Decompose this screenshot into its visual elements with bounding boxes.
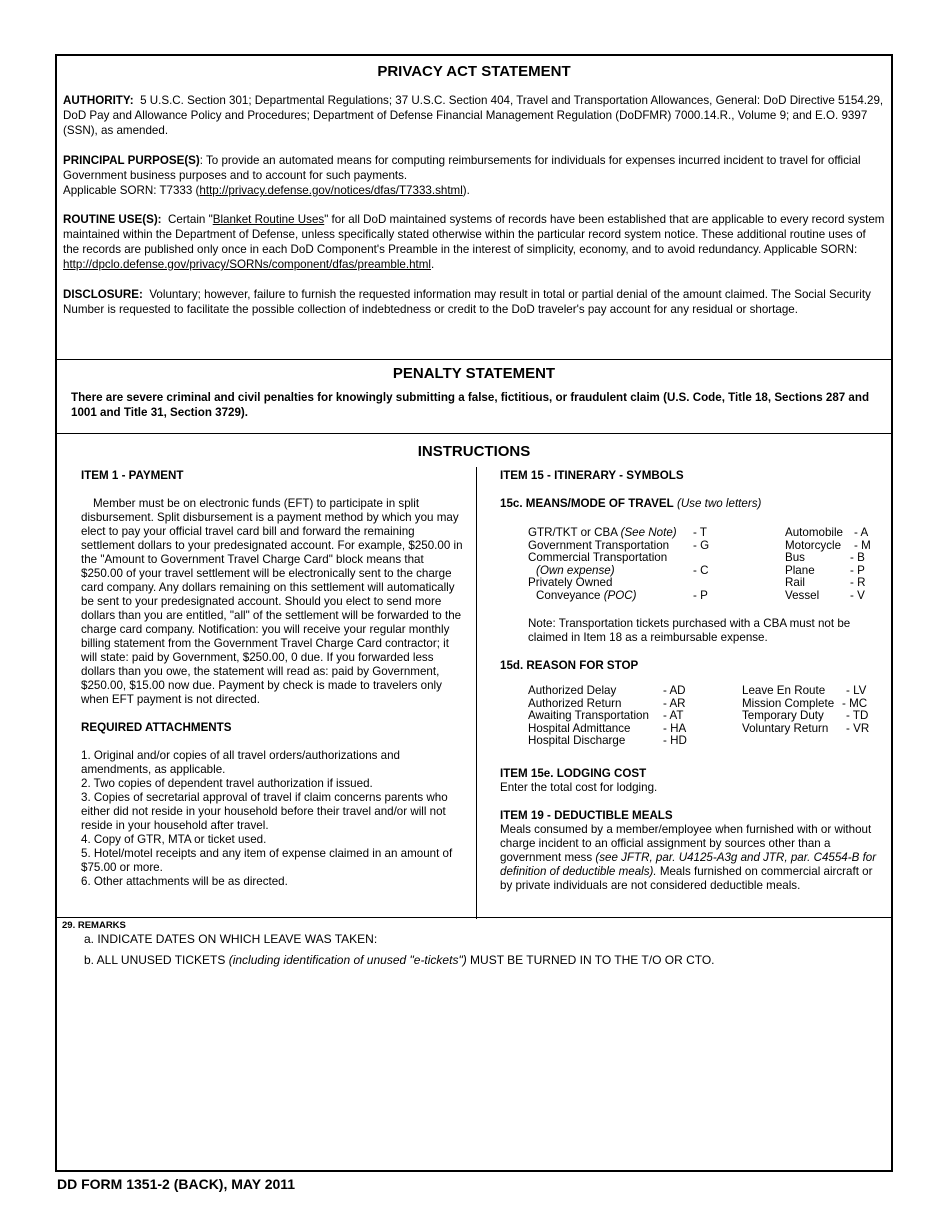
- mode-code: - G: [693, 538, 710, 552]
- disclosure-text: Voluntary; however, failure to furnish the requested information may result in total or partial denial of the amount claimed. The Social Security Number is requested to facilitate the possible collection of indebtedness or credit to the DoD traveler's pay account for any residual or shortage.: [63, 288, 871, 316]
- reason-row: Voluntary Return: [742, 721, 829, 735]
- blanket-routine-uses-link[interactable]: Blanket Routine Uses: [212, 213, 325, 226]
- mode-row: Government Transportation: [528, 538, 670, 552]
- mode-row: GTR/TKT or CBA (See Note): [528, 526, 677, 539]
- reason-code: - TD: [846, 709, 869, 722]
- mode-code: - R: [850, 576, 866, 589]
- mode-row: Automobile: [785, 526, 844, 539]
- disclosure-paragraph: [63, 287, 885, 317]
- purpose-sorn-suffix: ).: [462, 184, 470, 197]
- instructions-title: INSTRUCTIONS: [417, 443, 531, 460]
- form-frame: [55, 54, 893, 1172]
- item15c-heading: 15c. MEANS/MODE OF TRAVEL: [500, 497, 674, 510]
- item15c-sub: (Use two letters): [676, 497, 762, 510]
- mode-code: - T: [693, 526, 707, 539]
- item15e-text: Enter the total cost for lodging.: [500, 781, 658, 794]
- form-footer: DD FORM 1351-2 (BACK), MAY 2011: [57, 1176, 296, 1192]
- attachments-list: [81, 749, 463, 889]
- item15-heading: ITEM 15 - ITINERARY - SYMBOLS: [500, 469, 684, 482]
- reason-code: - LV: [846, 684, 867, 697]
- authority-text: 5 U.S.C. Section 301; Departmental Regulations; 37 U.S.C. Section 404, Travel and Transportation Allowances, General: DoD Directive 5154.29, DoD Pay and Allowance Policy and Procedures; Department of Defense Financial Management Regulation (DoDFMR) 7000.14.R., Volume 9; and E.O. 9397 (SSN), as amended.: [63, 94, 884, 137]
- reason-row: Mission Complete: [742, 696, 835, 710]
- mode-code: - V: [850, 588, 865, 602]
- purpose-paragraph: [63, 153, 885, 198]
- column-divider: [476, 467, 477, 919]
- divider: [57, 917, 891, 918]
- item19-block: [500, 809, 882, 893]
- item19-heading: ITEM 19 - DEDUCTIBLE MEALS: [500, 809, 673, 822]
- purpose-label: PRINCIPAL PURPOSE(S): [63, 154, 200, 167]
- reason-code: - HA: [663, 721, 687, 735]
- purpose-sorn-prefix: Applicable SORN: T7333 (: [63, 184, 200, 197]
- item15e-block: [500, 767, 890, 795]
- mode-row: Vessel: [785, 588, 820, 602]
- mode-row: Motorcycle: [785, 538, 842, 552]
- mode-code: - A: [854, 526, 869, 539]
- mode-row: Rail: [785, 576, 805, 589]
- divider: [57, 433, 891, 434]
- mode-row: Commercial Transportation: [528, 551, 668, 564]
- mode-code: - C: [693, 563, 709, 577]
- authority-label: AUTHORITY:: [63, 94, 134, 107]
- attachments-heading: REQUIRED ATTACHMENTS: [81, 721, 232, 734]
- remarks-label: 29. REMARKS: [62, 920, 126, 931]
- privacy-title: PRIVACY ACT STATEMENT: [377, 63, 571, 80]
- reason-code: - VR: [846, 721, 870, 735]
- reason-row: Hospital Discharge: [528, 734, 626, 747]
- mode-code: - M: [854, 538, 871, 552]
- reason-row: Authorized Return: [528, 696, 622, 710]
- mode-code: - P: [693, 588, 708, 602]
- item15e-heading: ITEM 15e. LODGING COST: [500, 767, 647, 780]
- penalty-title: PENALTY STATEMENT: [392, 365, 556, 382]
- mode-code: - P: [850, 563, 865, 577]
- purpose-sorn-link[interactable]: http://privacy.defense.gov/notices/dfas/T7333.shtml: [199, 184, 463, 197]
- mode-row: Conveyance (POC): [536, 588, 637, 602]
- reason-code: - AD: [663, 684, 686, 697]
- routine-pre: Certain ": [168, 213, 213, 226]
- penalty-text: There are severe criminal and civil penalties for knowingly submitting a false, fictitious, or fraudulent claim (U.S. Code, Title 18, Sections 287 and 1001 and Title 31, Section 3729).: [71, 391, 870, 419]
- item19-text: Meals consumed by a member/employee when furnished with or without charge incident to an official assignment by sources other than a government mess (see JFTR, par. U4125-A3g and JTR, par. C4554-B for definition of deductible meals). Meals furnished on commercial aircraft or by private individuals are not considered deductible meals.: [500, 823, 877, 892]
- authority-paragraph: [63, 93, 885, 138]
- reason-code: - HD: [663, 734, 687, 747]
- reason-code: - MC: [842, 696, 868, 710]
- mode-row: (Own expense): [536, 563, 615, 577]
- list-item: 4. Copy of GTR, MTA or ticket used.: [81, 833, 267, 846]
- item1-text: Member must be on electronic funds (EFT) to participate in split disbursement. Split disbursement is a payment method by which you may elect to pay your official travel card bill and forward the remaining settlement dollars to your predesignated account. For example, $250.00 in the "Amount to Government Travel Charge Card" block means that $250.00 of your travel settlement will be electronically sent to the charge card company. Any dollars remaining on this settlement will automatically be sent to your predesignated account. Should you elect to send more dollars than you are entitled, "all" of the settlement will be forwarded to the charge card company. Notification: you will receive your regular monthly billing statement from the Government Travel Charge Card contractor; it will state: paid by Government, $250.00, 0 due. If you forwarded less dollars than you owe, the statement will read as: paid by Government, $250.00, $15.00 now due. Payment by check is made to travelers only when EFT payment is not directed.: [81, 497, 463, 706]
- reason-code: - AT: [663, 709, 684, 722]
- reason-row: Authorized Delay: [528, 684, 617, 697]
- mode-row: Plane: [785, 563, 815, 577]
- reason-row: Awaiting Transportation: [528, 709, 649, 722]
- list-item: 1. Original and/or copies of all travel orders/authorizations and amendments, as applicable.: [81, 749, 401, 776]
- remarks-item-b: b. ALL UNUSED TICKETS (including identification of unused "e-tickets") MUST BE TURNED IN TO THE T/O OR CTO.: [84, 953, 715, 967]
- preamble-link[interactable]: http://dpclo.defense.gov/privacy/SORNs/component/dfas/preamble.html: [63, 258, 431, 271]
- routine-end: .: [430, 258, 435, 271]
- divider: [57, 359, 891, 360]
- reason-row: Temporary Duty: [742, 709, 824, 722]
- item15d-heading: 15d. REASON FOR STOP: [500, 659, 639, 672]
- reason-code: - AR: [663, 696, 686, 710]
- routine-paragraph: [63, 212, 885, 272]
- disclosure-label: DISCLOSURE:: [63, 288, 143, 301]
- routine-text: " for all DoD maintained systems of records have been established that are applicable to every record system maintained within the Department of Defense, unless specifically stated otherwise within the particular record system notice. These additional routine uses of the records are published only once in each DoD Component's Preamble in the interest of simplicity, economy, and to avoid redundancy. Applicable SORN:: [63, 213, 885, 256]
- mode-code: - B: [850, 551, 865, 564]
- list-item: 3. Copies of secretarial approval of travel if claim concerns parents who either did not reside in your household before their travel and/or will not reside in your household after travel.: [81, 791, 448, 832]
- instructions-right-column: [500, 469, 890, 511]
- item1-heading: ITEM 1 - PAYMENT: [81, 469, 184, 482]
- mode-row: Privately Owned: [528, 576, 613, 589]
- list-item: 6. Other attachments will be as directed.: [81, 875, 288, 888]
- cba-note: Note: Transportation tickets purchased with a CBA must not be claimed in Item 18 as a reimbursable expense.: [528, 617, 851, 644]
- routine-label: ROUTINE USE(S):: [63, 213, 162, 226]
- mode-row: Bus: [785, 551, 805, 564]
- instructions-left-column: [81, 469, 463, 889]
- item15c-heading-row: [500, 497, 890, 511]
- reason-row: Hospital Admittance: [528, 721, 631, 735]
- list-item: 5. Hotel/motel receipts and any item of expense claimed in an amount of $75.00 or more.: [81, 847, 453, 874]
- list-item: 2. Two copies of dependent travel authorization if issued.: [81, 777, 373, 790]
- reason-row: Leave En Route: [742, 684, 826, 697]
- purpose-text: : To provide an automated means for computing reimbursements for individuals for expenses incurred incident to travel for official Government business purposes and to account for such payments.: [63, 154, 861, 182]
- remarks-item-a: a. INDICATE DATES ON WHICH LEAVE WAS TAKEN:: [84, 932, 378, 946]
